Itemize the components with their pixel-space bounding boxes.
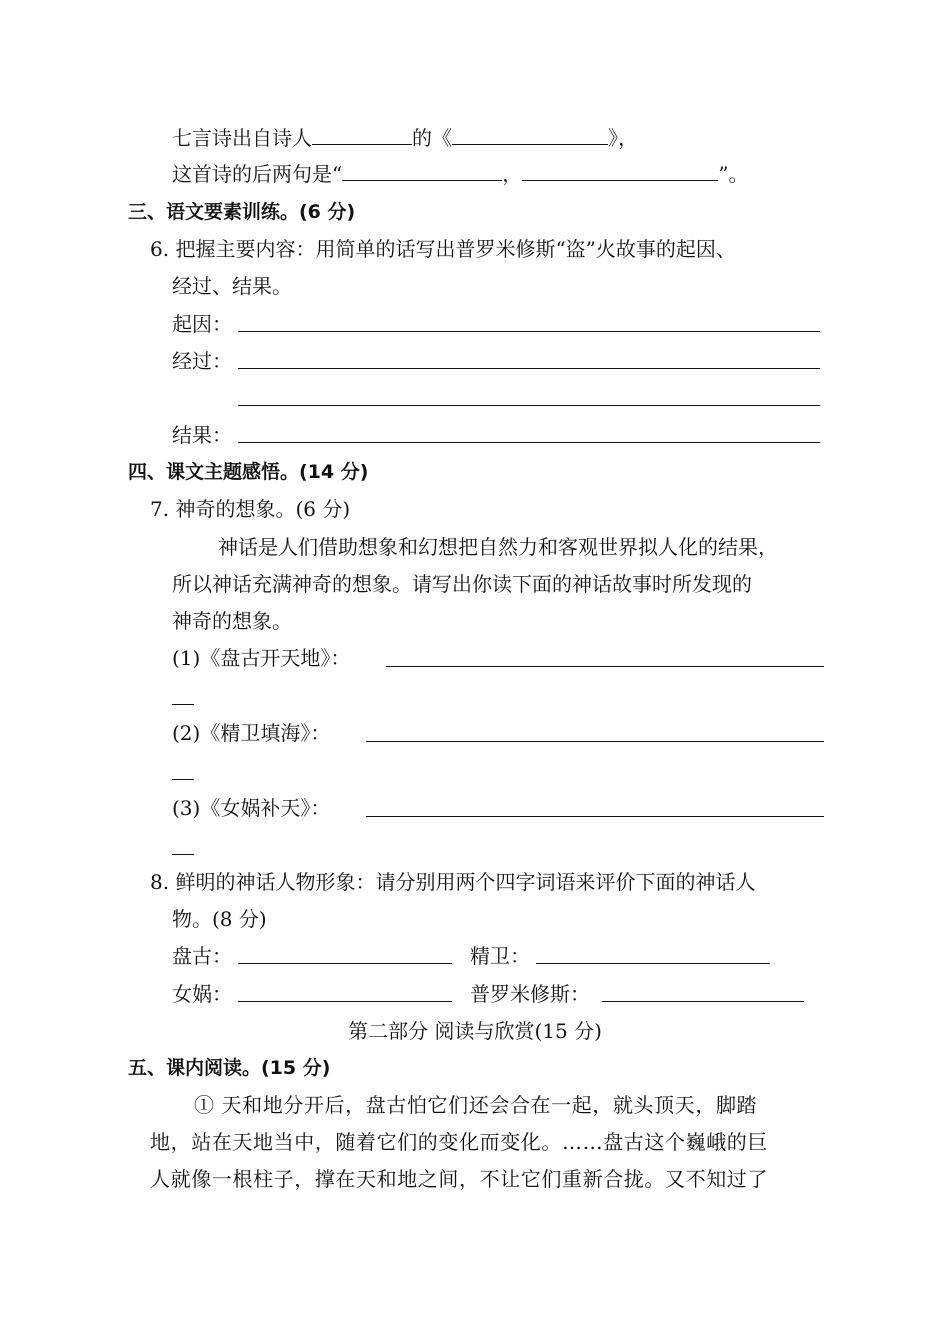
question-7-paragraph-3: 神奇的想象。 — [172, 609, 292, 633]
intro-text: ”。 — [718, 162, 749, 186]
question-7-paragraph-1: 神话是人们借助想象和幻想把自然力和客观世界拟人化的结果， — [218, 535, 778, 559]
section-4-heading: 四、课文主题感悟。(14 分) — [128, 461, 369, 483]
pangu-blank[interactable] — [238, 963, 452, 964]
question-6-line-2: 经过、结果。 — [172, 274, 292, 298]
prometheus-blank[interactable] — [602, 1001, 804, 1002]
jingwei-blank[interactable] — [536, 963, 770, 964]
result-blank[interactable] — [238, 442, 820, 443]
nvwa-blank[interactable] — [238, 1001, 452, 1002]
question-7-item-3: (3)《女娲补天》： — [172, 796, 331, 820]
item-3-blank[interactable] — [366, 816, 824, 817]
pangu-label: 盘古： — [172, 944, 232, 968]
poet-blank[interactable] — [312, 124, 412, 145]
question-8-line-1: 8. 鲜明的神话人物形象：请分别用两个四字词语来评价下面的神话人 — [150, 870, 756, 894]
process-label: 经过： — [172, 349, 232, 373]
process-blank-2[interactable] — [238, 405, 820, 406]
intro-text: ， — [502, 162, 523, 186]
section-5-heading: 五、课内阅读。(15 分) — [128, 1057, 331, 1079]
verse-blank-1[interactable] — [342, 160, 502, 181]
item-2-blank[interactable] — [366, 741, 824, 742]
passage-line-3: 人就像一根柱子，撑在天和地之间，不让它们重新合拢。又不知过了 — [150, 1167, 768, 1191]
question-7-item-1: (1)《盘古开天地》： — [172, 646, 351, 670]
item-1-blank[interactable] — [386, 666, 824, 667]
passage-line-2: 地，站在天地当中，随着它们的变化而变化。……盘古这个巍峨的巨 — [150, 1130, 768, 1154]
jingwei-label: 精卫： — [470, 944, 530, 968]
section-3-heading: 三、语文要素训练。(6 分) — [128, 201, 356, 223]
intro-line-2 — [172, 160, 748, 188]
intro-text: 七言诗出自诗人 — [172, 126, 312, 150]
intro-line-1 — [172, 124, 638, 152]
item-3-blank-overflow[interactable] — [172, 854, 194, 855]
cause-label: 起因： — [172, 312, 232, 336]
item-2-blank-overflow[interactable] — [172, 779, 194, 780]
verse-blank-2[interactable] — [522, 160, 718, 181]
passage-line-1: ① 天和地分开后，盘古怕它们还会合在一起，就头顶天，脚踏 — [194, 1093, 758, 1117]
part-2-title: 第二部分 阅读与欣赏(15 分) — [348, 1019, 602, 1043]
nvwa-label: 女娲： — [172, 982, 232, 1006]
question-8-line-2: 物。(8 分) — [172, 907, 267, 931]
question-6-line-1: 6. 把握主要内容：用简单的话写出普罗米修斯“盗”火故事的起因、 — [150, 237, 736, 261]
cause-blank[interactable] — [238, 331, 820, 332]
intro-text: 的《 — [412, 126, 452, 150]
question-7-paragraph-2: 所以神话充满神奇的想象。请写出你读下面的神话故事时所发现的 — [172, 572, 752, 596]
item-1-blank-overflow[interactable] — [172, 704, 194, 705]
poem-title-blank[interactable] — [452, 124, 608, 145]
question-7-title: 7. 神奇的想象。(6 分) — [150, 497, 351, 521]
intro-text: 》， — [608, 126, 638, 150]
question-7-item-2: (2)《精卫填海》： — [172, 721, 331, 745]
result-label: 结果： — [172, 423, 232, 447]
process-blank-1[interactable] — [238, 368, 820, 369]
prometheus-label: 普罗米修斯： — [470, 982, 590, 1006]
intro-text: 这首诗的后两句是“ — [172, 162, 343, 186]
